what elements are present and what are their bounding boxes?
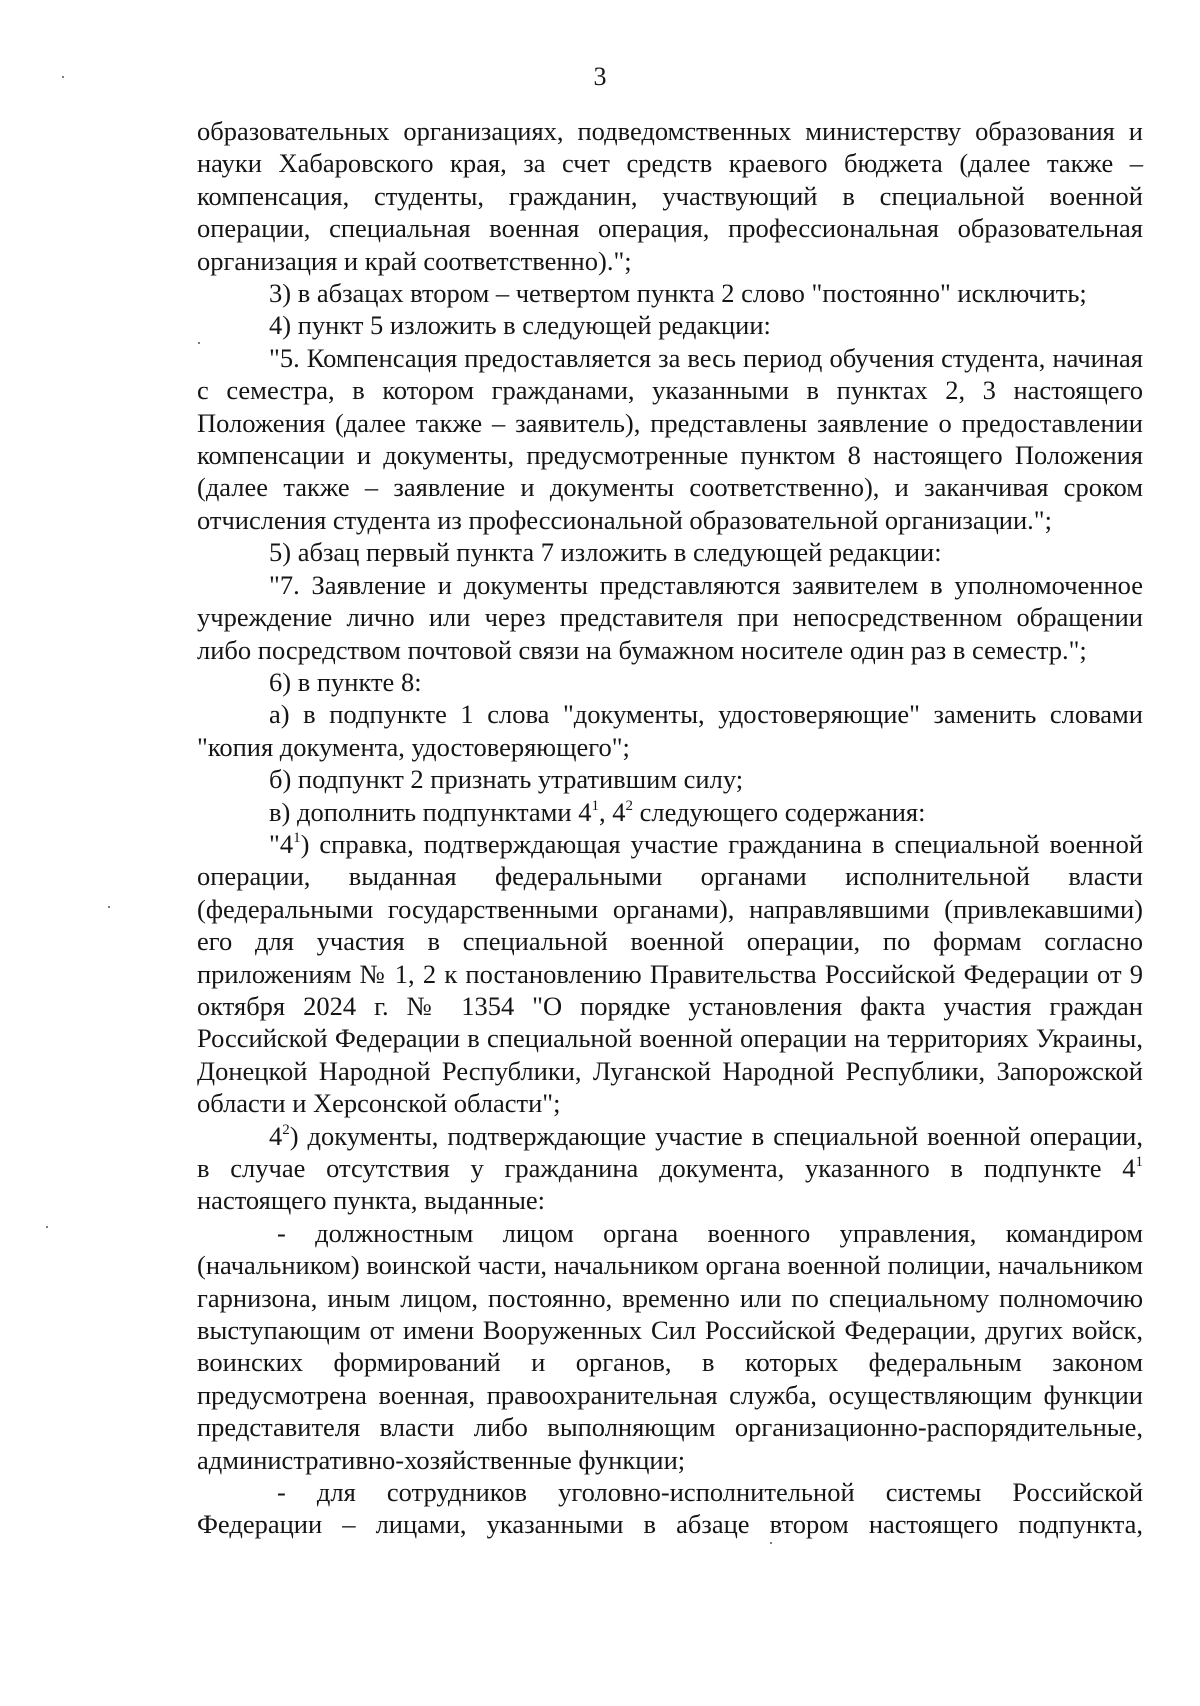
superscript: 1 — [1135, 1154, 1143, 1170]
scan-speck — [198, 342, 200, 344]
paragraph-dash-officials: - должностным лицом органа военного управления, командиром (начальником) воинской части, начальником органа военной полиции, начальником гарнизона, иным лицом, постоянно, временно или по специальному полномочию выступающим от имени Вооруженных Сил Российской Федерации, других войск, воинских формирований и органов, в которых федеральным законом предусмотрена военная, правоохранительная служба, осуществляющим функции представителя власти либо выполняющим организационно-распорядительные, административно-хозяйственные функции; — [197, 1217, 1143, 1475]
paragraph-subitem-b: б) подпункт 2 признать утратившим силу; — [269, 764, 744, 795]
scan-speck — [62, 76, 64, 78]
document-body — [197, 115, 1143, 1541]
paragraph-subpoint-4-2: $4^2$) документы, подтверждающие участие в специальной военной операции, в случае отсутствия у гражданина документа, указанного в подпункте $4^1$ настоящего пункта, выданные: — [197, 1120, 1143, 1216]
paragraph-item-6: 6) в пункте 8: — [269, 666, 422, 697]
scan-speck — [108, 906, 110, 908]
paragraph-subitem-a: а) в подпункте 1 слова "документы, удостоверяющие" заменить словами "копия документа, удостоверяющего"; — [197, 699, 1143, 762]
superscript: 2 — [625, 797, 633, 814]
scan-speck — [770, 1542, 772, 1544]
paragraph-subitem-v: в) дополнить подпунктами $4^1$, $4^2$ следующего содержания: — [269, 796, 926, 827]
paragraph-dash-penitentiary: - для сотрудников уголовно-исполнительной системы Российской Федерации – лицами, указанными в абзаце втором настоящего подпункта, — [197, 1477, 1143, 1540]
page-number: 3 — [593, 62, 607, 91]
paragraph-clause-5: "5. Компенсация предоставляется за весь период обучения студента, начиная с семестра, в котором гражданами, указанными в пунктах 2, 3 настоящего Положения (далее также – заявитель), представлены заявление о предоставлении компенсации и документы, предусмотренные пунктом 8 настоящего Положения (далее также – заявление и документы соответственно), и заканчивая сроком отчисления студента из профессиональной образовательной организации."; — [197, 342, 1143, 535]
scan-speck — [46, 1226, 48, 1228]
superscript: 1 — [591, 797, 599, 814]
paragraph-continuation: образовательных организациях, подведомственных министерству образования и науки Хабаровского края, за счет средств краевого бюджета (далее также – компенсация, студенты, гражданин, участвующий в специальной военной операции, специальная военная операция, профессиональная образовательная организация и край соответственно)."; — [197, 116, 1143, 276]
paragraph-subpoint-4-1: "$4^1$) справка, подтверждающая участие гражданина в специальной военной операции, выданная федеральными органами исполнительной власти (федеральными государственными органами), направлявшими (привлекавшими) его для участия в специальной военной операции, по формам согласно приложениям № 1, 2 к постановлению Правительства Российской Федерации от 9 октября 2024 г. № 1354 "О порядке установления факта участия граждан Российской Федерации в специальной военной операции на территориях Украины, Донецкой Народной Республики, Луганской Народной Республики, Запорожской области и Херсонской области"; — [197, 828, 1143, 1119]
superscript: 2 — [282, 1121, 290, 1138]
paragraph-clause-7: "7. Заявление и документы представляются заявителем в уполномоченное учреждение лично или через представителя при непосредственном обращении либо посредством почтовой связи на бумажном носителе один раз в семестр."; — [197, 569, 1143, 665]
superscript: 1 — [293, 829, 301, 846]
paragraph-item-5: 5) абзац первый пункта 7 изложить в следующей редакции: — [269, 537, 942, 568]
paragraph-item-3: 3) в абзацах втором – четвертом пункта 2 слово "постоянно" исключить; — [269, 278, 1087, 309]
paragraph-item-4: 4) пункт 5 изложить в следующей редакции: — [269, 310, 771, 341]
